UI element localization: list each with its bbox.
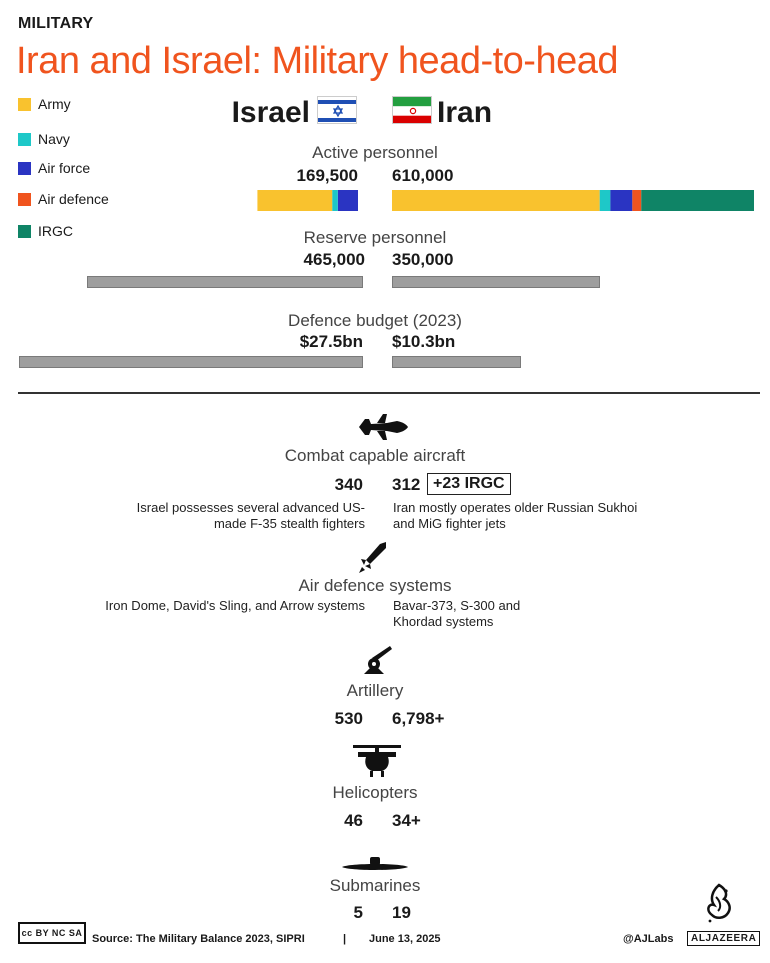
country-israel: Israel: [231, 96, 310, 129]
israel-flag-icon: [317, 96, 357, 124]
submarine-icon: [340, 855, 410, 878]
active-personnel-label: Active personnel: [312, 143, 438, 162]
active-israel-value: 169,500: [296, 166, 358, 185]
defence-budget-label: Defence budget (2023): [288, 311, 462, 330]
ajlabs-handle: @AJLabs: [623, 933, 674, 945]
reserve-iran-bar: [392, 276, 600, 288]
aljazeera-brand: ALJAZEERA: [687, 931, 760, 946]
active-iran-army-segment: [392, 190, 600, 211]
artillery-iran-value: 6,798+: [392, 709, 445, 728]
legend-label: Army: [38, 96, 71, 112]
irgc-aircraft-badge: +23 IRGC: [427, 473, 511, 495]
active-israel-navy-segment: [332, 190, 338, 211]
submarines-label: Submarines: [329, 876, 421, 895]
cc-label: cc BY NC SA: [21, 928, 83, 938]
legend-label: Navy: [38, 131, 70, 147]
artillery-icon: [362, 642, 396, 681]
aircraft-israel-note: Israel possesses several advanced US-made F-35 stealth fighters: [136, 500, 365, 531]
legend-label: IRGC: [38, 223, 73, 239]
aljazeera-logo-icon: [702, 883, 736, 932]
budget-iran-value: $10.3bn: [392, 332, 456, 351]
legend-item-army: [18, 96, 71, 112]
legend-label: Air force: [38, 160, 91, 176]
publish-date: June 13, 2025: [369, 933, 441, 945]
legend-item-air-force: [18, 160, 90, 176]
helicopters-label: Helicopters: [332, 783, 418, 802]
helicopter-icon: [352, 743, 402, 784]
air-defence-iran-note: Bavar-373, S-300 and Khordad systems: [393, 598, 521, 629]
section-divider: [18, 392, 760, 394]
air-defence-israel-note: Iron Dome, David's Sling, and Arrow systems: [105, 598, 365, 613]
artillery-label: Artillery: [346, 681, 404, 700]
reserve-israel-bar: [87, 276, 363, 288]
aircraft-israel-value: 340: [334, 475, 363, 494]
artillery-israel-value: 530: [334, 709, 363, 728]
legend-item-irgc: [18, 223, 73, 239]
helicopters-israel-value: 46: [344, 811, 363, 830]
footer-separator: |: [343, 933, 347, 945]
reserve-personnel-label: Reserve personnel: [303, 228, 447, 247]
page-title: Iran and Israel: Military head-to-head: [16, 40, 618, 82]
budget-israel-value: $27.5bn: [299, 332, 363, 351]
active-personnel-chart: [0, 188, 770, 212]
active-personnel-bars: [0, 188, 770, 212]
active-iran-air-defence-segment: [632, 190, 641, 211]
legend-label: Air defence: [38, 191, 109, 207]
reserve-iran-value: 350,000: [392, 250, 454, 269]
combat-aircraft-label: Combat capable aircraft: [284, 446, 466, 465]
helicopters-iran-value: 34+: [392, 811, 421, 830]
creative-commons-badge: [18, 922, 86, 944]
reserve-israel-value: 465,000: [303, 250, 365, 269]
legend-swatch: [18, 162, 31, 175]
missile-icon: [358, 540, 390, 579]
submarines-israel-value: 5: [353, 903, 363, 922]
air-defence-label: Air defence systems: [298, 576, 452, 595]
iran-flag-icon: [392, 96, 432, 124]
active-iran-irgc-segment: [641, 190, 754, 211]
aircraft-iran-value: 312: [392, 475, 421, 494]
submarines-iran-value: 19: [392, 903, 411, 922]
kicker: MILITARY: [18, 15, 94, 32]
legend-item-navy: [18, 131, 70, 147]
aircraft-iran-note: Iran mostly operates older Russian Sukhoi and MiG fighter jets: [393, 500, 638, 531]
legend-swatch: [18, 98, 31, 111]
country-iran: Iran: [437, 96, 493, 129]
budget-iran-bar: [392, 356, 521, 368]
fighter-jet-icon: [357, 413, 409, 446]
active-israel-air-force-segment: [338, 190, 358, 211]
legend-swatch: [18, 133, 31, 146]
budget-israel-bar: [19, 356, 363, 368]
source-text: Source: The Military Balance 2023, SIPRI: [92, 933, 305, 945]
legend-swatch: [18, 225, 31, 238]
active-iran-value: 610,000: [392, 166, 454, 185]
active-iran-air-force-segment: [610, 190, 632, 211]
active-israel-army-segment: [257, 190, 332, 211]
active-iran-navy-segment: [600, 190, 611, 211]
